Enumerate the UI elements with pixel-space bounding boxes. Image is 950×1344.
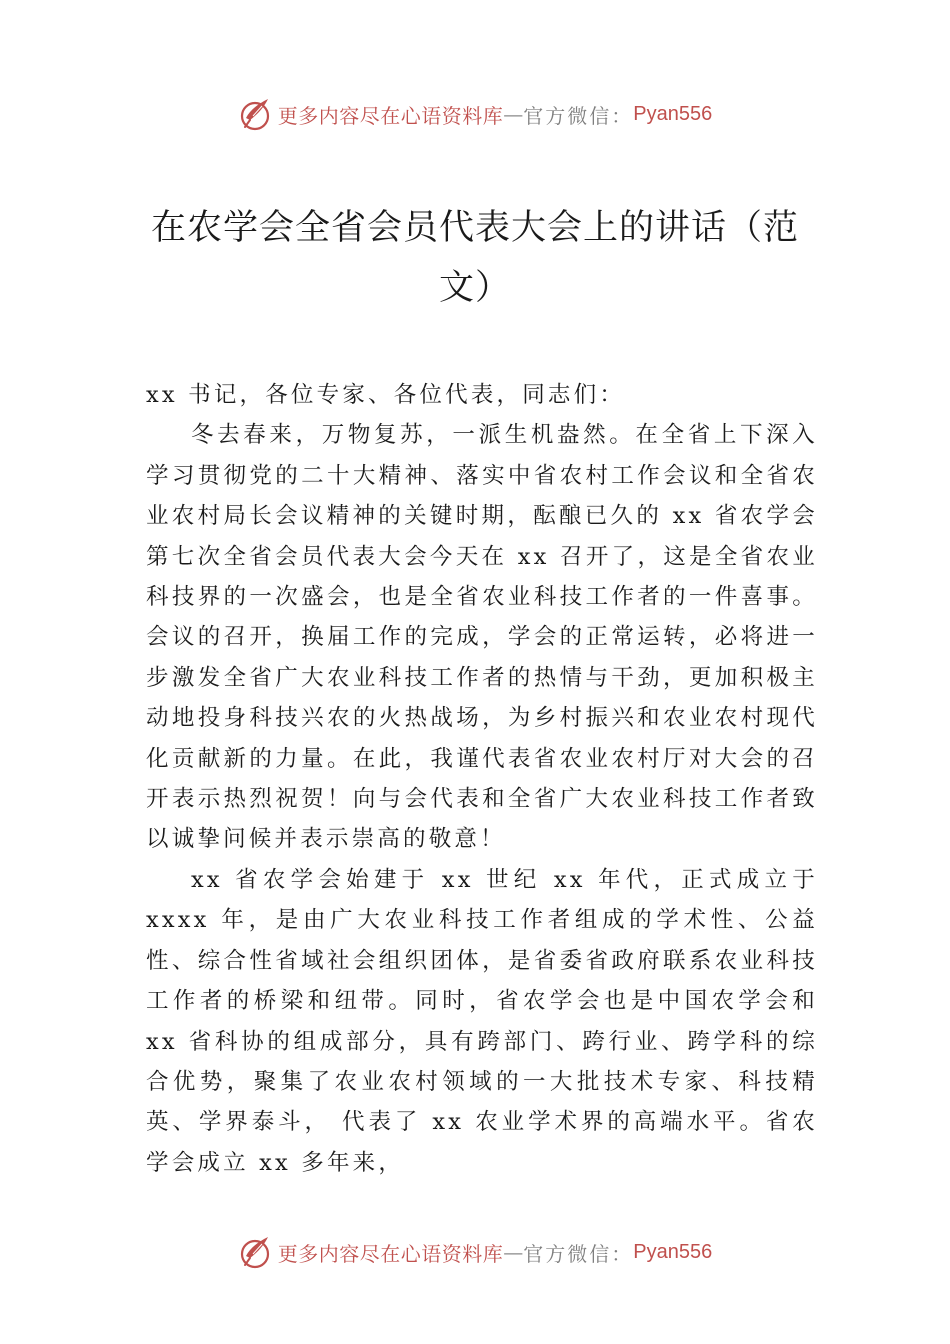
- quill-pen-logo-icon: [238, 1234, 274, 1270]
- banner-wechat-label: 官方微信：: [523, 103, 634, 128]
- banner-text: 更多内容尽在心语资料库: [277, 1241, 504, 1266]
- quill-pen-logo-icon: [238, 96, 274, 132]
- banner-separator: —: [503, 102, 524, 126]
- header-banner: [0, 94, 950, 134]
- footer-banner: [0, 1232, 950, 1272]
- salutation: xx 书记，各位专家、各位代表，同志们：: [146, 382, 626, 408]
- banner-wechat-id: Pyan556: [633, 1240, 713, 1263]
- banner-wechat-id: Pyan556: [633, 102, 713, 125]
- banner-wechat-label: 官方微信：: [523, 1241, 634, 1266]
- document-body: [146, 375, 818, 1183]
- banner-text: 更多内容尽在心语资料库: [277, 103, 504, 128]
- body-paragraph-2: xx 省农学会始建于 xx 世纪 xx 年代，正式成立于 xxxx 年，是由广大农业科技工作者组成的学术性、公益性、综合性省域社会组织团体，是省委省政府联系农业科技工作者的桥梁和纽带。同时，省农学会也是中国农学会和 xx 省科协的组成部分，具有跨部门、跨行业、跨学科的综合优势，聚集了农业农村领域的一大批技术专家、科技精英、学界泰斗， 代表了 xx 农业学术界的高端水平。省农学会成立 xx 多年来，: [146, 866, 818, 1176]
- body-paragraph-1: 冬去春来，万物复苏，一派生机盎然。在全省上下深入学习贯彻党的二十大精神、落实中省农村工作会议和全省农业农村局长会议精神的关键时期，酝酿已久的 xx 省农学会第七次全省会员代表大会今天在 xx 召开了，这是全省农业科技界的一次盛会，也是全省农业科技工作者的一件喜事。 会议的召开，换届工作的完成，学会的正常运转，必将进一步激发全省广大农业科技工作者的热情与干劲，更加积极主动地投身科技兴农的火热战场，为乡村振兴和农业农村现代化贡献新的力量。在此，我谨代表省农业农村厅对大会的召开表示热烈祝贺！向与会代表和全省广大农业科技工作者致以诚挚问候并表示崇高的敬意！: [146, 422, 818, 853]
- banner-separator: —: [503, 1240, 524, 1264]
- document-title: 在农学会全省会员代表大会上的讲话（范文）: [150, 208, 799, 308]
